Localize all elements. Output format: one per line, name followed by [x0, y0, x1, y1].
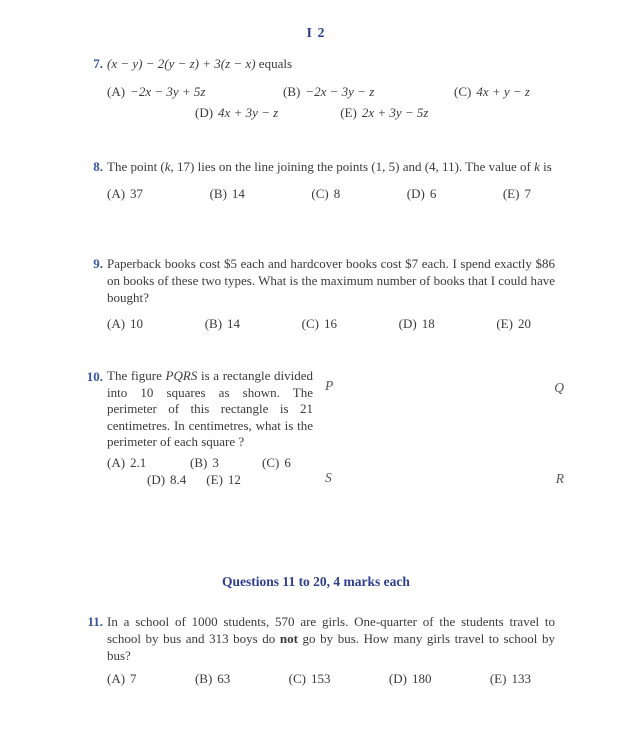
answer-option: [147, 471, 186, 488]
option-value: 4x + y − z: [476, 84, 530, 99]
option-label: (C): [301, 316, 320, 331]
option-label: (C): [262, 454, 280, 470]
answer-option: [454, 83, 530, 100]
text-run: go by bus. How many girls travel to school by bus?: [107, 631, 555, 663]
answer-option: [389, 670, 432, 687]
option-value: 133: [511, 671, 531, 686]
option-value: 14: [227, 316, 241, 331]
question-number: 9.: [93, 256, 103, 271]
option-value: 63: [217, 671, 231, 686]
figure-label-s: S: [325, 470, 332, 485]
answer-option: [195, 670, 230, 687]
question-number: 10.: [86, 369, 103, 384]
option-label: (C): [311, 186, 329, 201]
text-run: (x − y) − 2(y − z) + 3(z − x): [107, 56, 256, 71]
option-label: (B): [190, 454, 208, 470]
text-run: Paperback books cost $5 each and hardcover books cost $7 each. I spend exactly $86 on books of these two types. What is the maximum number of books that I could have bought?: [107, 256, 555, 305]
text-run: , 17) lies on the line joining the points (1, 5) and (4, 11). The value of: [170, 159, 535, 174]
option-value: 7: [524, 186, 531, 201]
answer-option: [210, 185, 245, 202]
option-label: (C): [454, 84, 472, 99]
answer-options-row: [107, 83, 555, 100]
answer-option: [195, 104, 278, 121]
answer-option: [399, 315, 435, 332]
option-label: (E): [340, 105, 357, 120]
text-run: not: [279, 631, 298, 646]
answer-option: [107, 315, 143, 332]
question-11: [78, 613, 555, 687]
text-run: k: [164, 159, 171, 174]
answer-option: [190, 454, 262, 471]
option-label: (E): [489, 671, 507, 686]
text-run: PQRS: [165, 368, 198, 383]
option-value: 12: [227, 471, 241, 487]
option-label: (C): [288, 671, 307, 686]
answer-option: [107, 454, 190, 471]
question-text: [107, 255, 555, 306]
question-number: 11.: [87, 614, 103, 629]
answer-option: [289, 670, 331, 687]
answer-option: [407, 185, 437, 202]
option-label: (E): [496, 316, 513, 331]
option-value: 6: [429, 186, 437, 201]
option-value: 2x + 3y − 5z: [361, 105, 429, 120]
question-body: [107, 613, 555, 687]
option-value: −2x − 3y + 5z: [130, 84, 206, 99]
option-value: 3: [212, 454, 219, 470]
answer-options-row: [195, 104, 555, 121]
option-value: 37: [130, 186, 144, 201]
option-value: 18: [421, 316, 435, 331]
option-label: (A): [107, 671, 126, 686]
option-value: 6: [284, 454, 291, 470]
text-run: equals: [255, 56, 293, 71]
answer-option: [490, 670, 531, 687]
option-label: (A): [107, 186, 126, 201]
answer-option: [283, 83, 454, 100]
option-label: (D): [398, 316, 417, 331]
option-value: 4x + 3y − z: [218, 105, 279, 120]
question-text: [107, 613, 555, 664]
question-body: [107, 55, 555, 121]
option-value: 2.1: [130, 454, 147, 470]
option-value: 16: [324, 316, 338, 331]
option-value: −2x − 3y − z: [305, 84, 375, 99]
option-label: (D): [406, 186, 425, 201]
question-body: [107, 158, 555, 202]
answer-options-row: [107, 670, 531, 687]
option-label: (B): [204, 316, 223, 331]
text-run: The figure: [107, 368, 166, 383]
option-value: 14: [231, 186, 245, 201]
text-run: The point (: [107, 159, 165, 174]
section-heading: Questions 11 to 20, 4 marks each: [222, 574, 410, 589]
page-header: I 2: [306, 26, 326, 41]
answer-option: [107, 670, 137, 687]
option-label: (D): [195, 105, 214, 120]
question-8: [78, 158, 555, 202]
question-text: [107, 55, 555, 72]
option-label: (D): [388, 671, 407, 686]
answer-options-row: [107, 315, 531, 332]
figure-label-p: P: [325, 378, 334, 393]
option-label: (E): [206, 471, 223, 487]
option-label: (B): [194, 671, 213, 686]
option-label: (B): [209, 186, 227, 201]
figure-label-q: Q: [554, 380, 564, 395]
option-value: 8: [333, 186, 341, 201]
figure-pqrs: [325, 378, 564, 484]
option-value: 153: [311, 671, 331, 686]
text-run: k: [534, 159, 540, 174]
answer-option: [302, 315, 337, 332]
option-value: 7: [130, 671, 137, 686]
question-number: 7.: [93, 56, 103, 71]
option-label: (A): [107, 454, 126, 470]
answer-option: [262, 454, 291, 471]
question-9: [78, 255, 555, 332]
option-label: (D): [147, 471, 166, 487]
answer-option: [340, 104, 428, 121]
answer-options-row: [107, 185, 531, 202]
question-body: [107, 255, 555, 332]
question-text: [107, 158, 555, 175]
text-run: is a rectangle divided into 10 squares as shown. The perimeter of this rectangle is 21 centimetres. In centimetres, what is the perimeter of each square ?: [107, 368, 313, 449]
figure-label-r: R: [555, 471, 564, 486]
text-run: In a school of 1000 students, 570 are girls. One-quarter of the students travel to school by bus and 313 boys do: [107, 614, 555, 646]
answer-option: [496, 315, 531, 332]
answer-option: [107, 185, 143, 202]
option-label: (A): [107, 84, 126, 99]
option-label: (A): [107, 316, 126, 331]
answer-option: [205, 315, 240, 332]
option-value: 20: [517, 316, 531, 331]
answer-option: [206, 471, 241, 488]
option-value: 8.4: [170, 471, 187, 487]
question-text: [107, 368, 313, 451]
option-label: (B): [283, 84, 301, 99]
text-run: is: [539, 159, 552, 174]
answer-option: [107, 83, 283, 100]
answer-option: [311, 185, 340, 202]
option-value: 180: [411, 671, 432, 686]
option-label: (E): [502, 186, 520, 201]
option-value: 10: [130, 316, 144, 331]
question-number: 8.: [93, 159, 103, 174]
question-7: [78, 55, 555, 121]
answer-option: [503, 185, 531, 202]
